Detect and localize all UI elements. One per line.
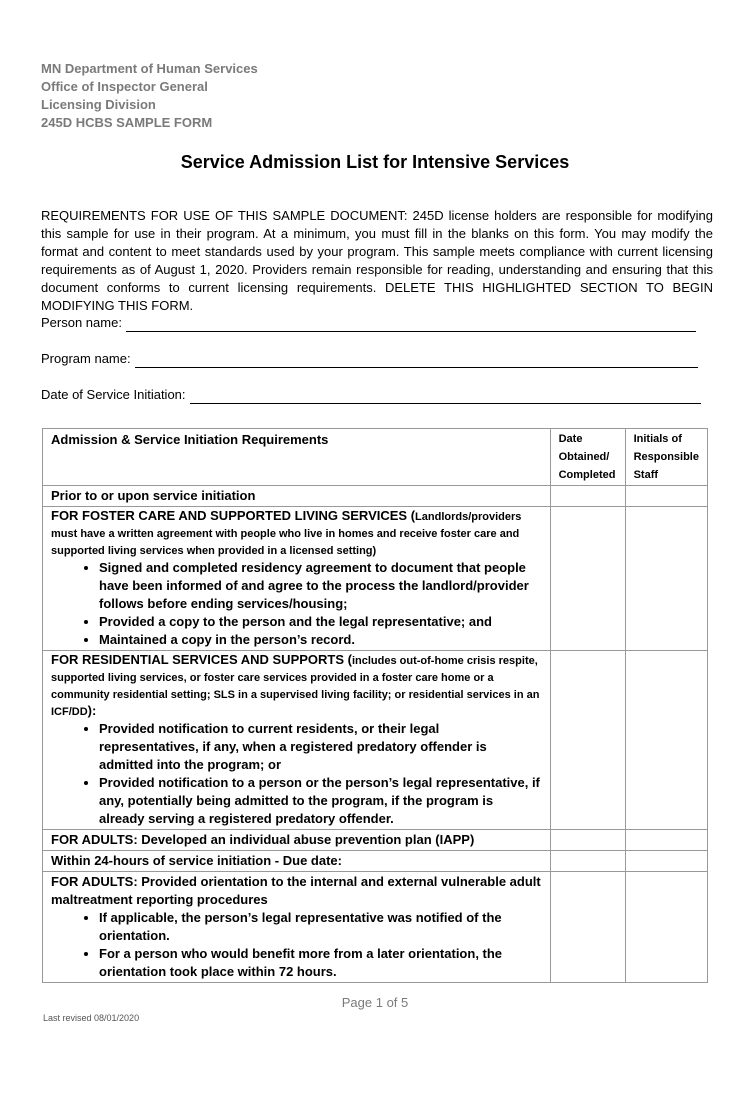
program-name-field[interactable] [41,350,698,368]
page-number: Page 1 of 5 [341,995,409,1010]
program-name-label: Program name: [41,351,131,366]
document-title: Service Admission List for Intensive Services [180,152,570,172]
column-header-requirements: Admission & Service Initiation Requirements [43,429,551,486]
row-24h-label: Within 24-hours of service initiation - Due date: [43,851,551,872]
person-name-line[interactable] [126,317,696,332]
list-item: • For a person who would benefit more from a later orientation, the orientation took place within 72 hours. [99,945,542,981]
header-office: Office of Inspector General [41,79,208,94]
foster-bullet-list [51,559,542,649]
list-item: • Provided notification to current residents, or their legal representatives, if any, when a registered predatory offender is admitted into the program; or [99,720,542,774]
program-name-line[interactable] [135,353,698,368]
initials-cell[interactable] [625,507,707,651]
header-department: MN Department of Human Services [41,61,258,76]
requirements-paragraph: REQUIREMENTS FOR USE OF THIS SAMPLE DOCUMENT: 245D license holders are responsible for modifying this sample for use in their program. At a minimum, you must fill in the blanks on this form. You may modify the format and content to meet standards used by your program. This sample meets compliance with current licensing requirements as of August 1, 2020. Providers remain responsible for reading, understanding and ensuring that this document conforms to current licensing requirements. DELETE THIS HIGHLIGHTED SECTION TO BEGIN MODIFYING THIS FORM. [41,208,713,313]
person-name-field[interactable] [41,314,696,332]
initials-cell[interactable] [625,830,707,851]
date-cell[interactable] [550,872,625,983]
foster-heading: FOR FOSTER CARE AND SUPPORTED LIVING SERVICES ( [51,508,416,523]
date-cell[interactable] [550,486,625,507]
orientation-heading: FOR ADULTS: Provided orientation to the internal and external vulnerable adult maltreatment reporting procedures [51,874,541,907]
date-initiation-line[interactable] [190,389,701,404]
column-header-initials: Initials of Responsible Staff [625,429,707,486]
residential-note: includes out-of-home crisis respite, supported living services, or foster care services provided in a foster care home or a community residential setting; SLS in a supervised living facility; or residential services in an ICF/DD [51,655,540,718]
person-name-label: Person name: [41,315,122,330]
orientation-bullet-list [51,909,542,981]
residential-cell [43,651,551,830]
table-row [43,872,708,983]
orientation-cell [43,872,551,983]
last-revised: Last revised 08/01/2020 [43,1013,140,1023]
foster-note: Landlords/providers must have a written agreement with people who live in homes and receive foster care and supported living services when provided in a licensed setting) [51,511,522,557]
date-cell[interactable] [550,651,625,830]
header-division: Licensing Division [41,97,156,112]
list-item: • Provided a copy to the person and the legal representative; and [99,613,542,631]
initials-cell[interactable] [625,486,707,507]
list-item: • If applicable, the person’s legal representative was notified of the orientation. [99,909,542,945]
foster-care-cell [43,507,551,651]
table-row [43,851,708,872]
date-cell[interactable] [550,507,625,651]
date-initiation-field[interactable] [41,386,701,404]
table-row [43,486,708,507]
table-row [43,830,708,851]
table-row [43,507,708,651]
agency-header [41,60,258,132]
row-prior-label: Prior to or upon service initiation [43,486,551,507]
date-initiation-label: Date of Service Initiation: [41,387,186,402]
row-iapp-label: FOR ADULTS: Developed an individual abuse prevention plan (IAPP) [43,830,551,851]
initials-cell[interactable] [625,851,707,872]
list-item: • Provided notification to a person or the person’s legal representative, if any, potentially being admitted to the program, if the program is already serving a registered predatory offender. [99,774,542,828]
column-header-date: Date Obtained/ Completed [550,429,625,486]
initials-cell[interactable] [625,872,707,983]
list-item: • Signed and completed residency agreement to document that people have been informed of and agree to the process the landlord/provider follows before ending services/housing; [99,559,542,613]
date-cell[interactable] [550,830,625,851]
residential-heading: FOR RESIDENTIAL SERVICES AND SUPPORTS ( [51,652,352,667]
table-header-row [43,429,708,486]
residential-close: ): [87,703,97,718]
list-item: • Maintained a copy in the person’s record. [99,631,542,649]
date-cell[interactable] [550,851,625,872]
header-form-id: 245D HCBS SAMPLE FORM [41,115,213,130]
requirements-table [42,428,708,983]
initials-cell[interactable] [625,651,707,830]
table-row [43,651,708,830]
residential-bullet-list [51,720,542,828]
